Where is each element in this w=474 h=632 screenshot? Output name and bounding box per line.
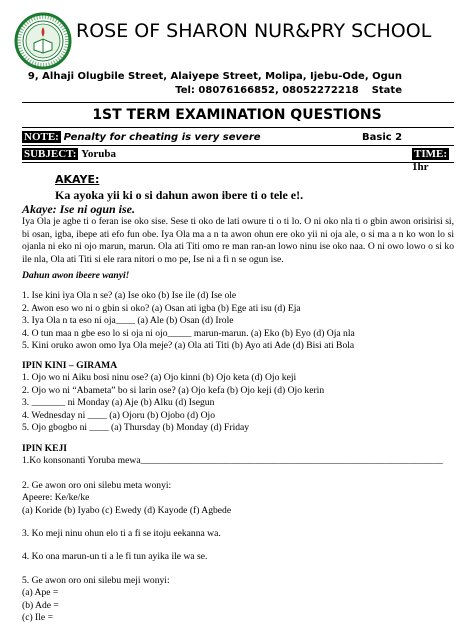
grammar-section	[22, 360, 454, 434]
question-item: 3. Ko meji ninu ohun elo ti a fi se itoju eekanna wa.	[22, 528, 221, 540]
section2-heading: IPIN KINI – GIRAMA	[22, 360, 118, 371]
time-value: 1hr	[412, 161, 429, 173]
question-item: 2. Awon eso wo ni o gbin si oko? (a) Osan ati igba (b) Ege ati isu (d) Eja	[22, 302, 301, 314]
subject-value: Yoruba	[81, 148, 116, 160]
section3-heading: IPIN KEJI	[22, 443, 68, 454]
time-tag: TIME:	[414, 148, 447, 160]
question-options: (a) Koride (b) Iyabo (c) Ewedy (d) Kayode (f) Agbede	[22, 504, 232, 516]
question-item: 2. Ge awon oro oni silebu meta wonyi:	[22, 479, 172, 491]
question-item: 5. Ojo gbogbo ni ____ (a) Thursday (b) Monday (d) Friday	[22, 422, 250, 434]
question-item: 1. Ojo wo ni Aiku bosi ninu ose? (a) Ojo kinni (b) Ojo keta (d) Ojo keji	[22, 372, 297, 384]
class-label: Basic 2	[362, 132, 403, 143]
section1-instruction: Dahun awon ibeere wanyi!	[22, 270, 130, 281]
section-three	[22, 443, 454, 624]
school-name: ROSE OF SHARON NUR&PRY SCHOOL	[76, 20, 432, 42]
exam-title: 1ST TERM EXAMINATION QUESTIONS	[92, 107, 382, 123]
akaye-heading: AKAYE:	[55, 173, 100, 186]
question-item: 5. Kini oruko awon omo Iya Ola meje? (a) Ola ati Titi (b) Ayo ati Ade (d) Bisi ati Bola	[22, 340, 355, 352]
header-divider	[22, 102, 454, 103]
answer-line: (b) Ade =	[22, 599, 59, 611]
subject-divider	[22, 162, 454, 163]
subject-tag: SUBJECT:	[24, 148, 77, 160]
title-divider	[22, 127, 454, 128]
question-item: 3. Iya Ola n ta eso ni oja____ (a) Ale (b) Osan (d) Irole	[22, 315, 234, 327]
question-item: 2. Ojo wo ni “Abameta” bo si larin ose? (a) Ojo kefa (b) Ojo keji (d) Ojo kerin	[22, 384, 325, 396]
question-item: 1. Ise kini iya Ola n se? (a) Ise oko (b) Ise ile (d) Ise ole	[22, 290, 237, 302]
school-address: 9, Alhaji Olugbile Street, Alaiyepe Street, Molipa, Ijebu-Ode, Ogun State	[27, 71, 402, 96]
akaye-instruction: Ka ayoka yii ki o si dahun awon ibere ti o tele e!.	[55, 188, 304, 202]
note-row	[22, 131, 454, 144]
note-divider	[22, 145, 454, 146]
time-group	[412, 148, 454, 174]
question-item: 4. Wednesday ni ____ (a) Ojoru (b) Ojobo (d) Ojo	[22, 409, 216, 421]
question-item: 3. _______ ni Monday (a) Aje (b) Alku (d) Isegun	[22, 397, 215, 409]
akaye-subheading: Akaye: Ise ni ogun ise.	[22, 202, 136, 216]
question-item: 1.Ko konsonanti Yoruba mewa_______________________________________________________________	[22, 455, 443, 467]
note-text: Penalty for cheating is very severe	[63, 132, 261, 143]
question-item: 5. Ge awon oro oni silebu meji wonyi:	[22, 574, 170, 586]
question-example: Apeere: Ke/ke/ke	[22, 492, 90, 504]
answer-line: (a) Ape =	[22, 587, 59, 599]
subject-row	[22, 148, 454, 173]
answer-line: (c) Ile =	[22, 612, 53, 624]
school-phone: Tel: 08076166852, 08052272218	[175, 85, 359, 96]
question-item: 4. Ko ona marun-un ti a le fi tun ayika ile wa se.	[22, 551, 208, 563]
note-tag: NOTE:	[24, 131, 59, 143]
question-item: 4. O tun maa n gbe eso lo si oja ni ojo_____ marun-marun. (a) Eko (b) Eyo (d) Oja nla	[22, 327, 355, 339]
reading-passage: Iya Ola je agbe ti o feran ise oko sise. Sese ti oko de lati owure ti o ti lo. O ni oko nla ti o gbin awon orisirisi si, bi osan, igba, ibepe ati efo fun obe. Iya Ola ma a n ta awon ohun ere oko yii ni oja ale, o si ma a n ko won lo si ojanla ni eko ni ojo marun, marun. Ola ati Titi omo re man ran-an lowo ninu ise oko naa. O ni owo lowo o si ko ile nla, Ola ati Titi si ele rara nitori o mo pe, Ise ni a fi n se ogun ise.	[22, 216, 454, 265]
comprehension-questions	[22, 270, 454, 352]
school-logo-icon	[14, 12, 72, 70]
